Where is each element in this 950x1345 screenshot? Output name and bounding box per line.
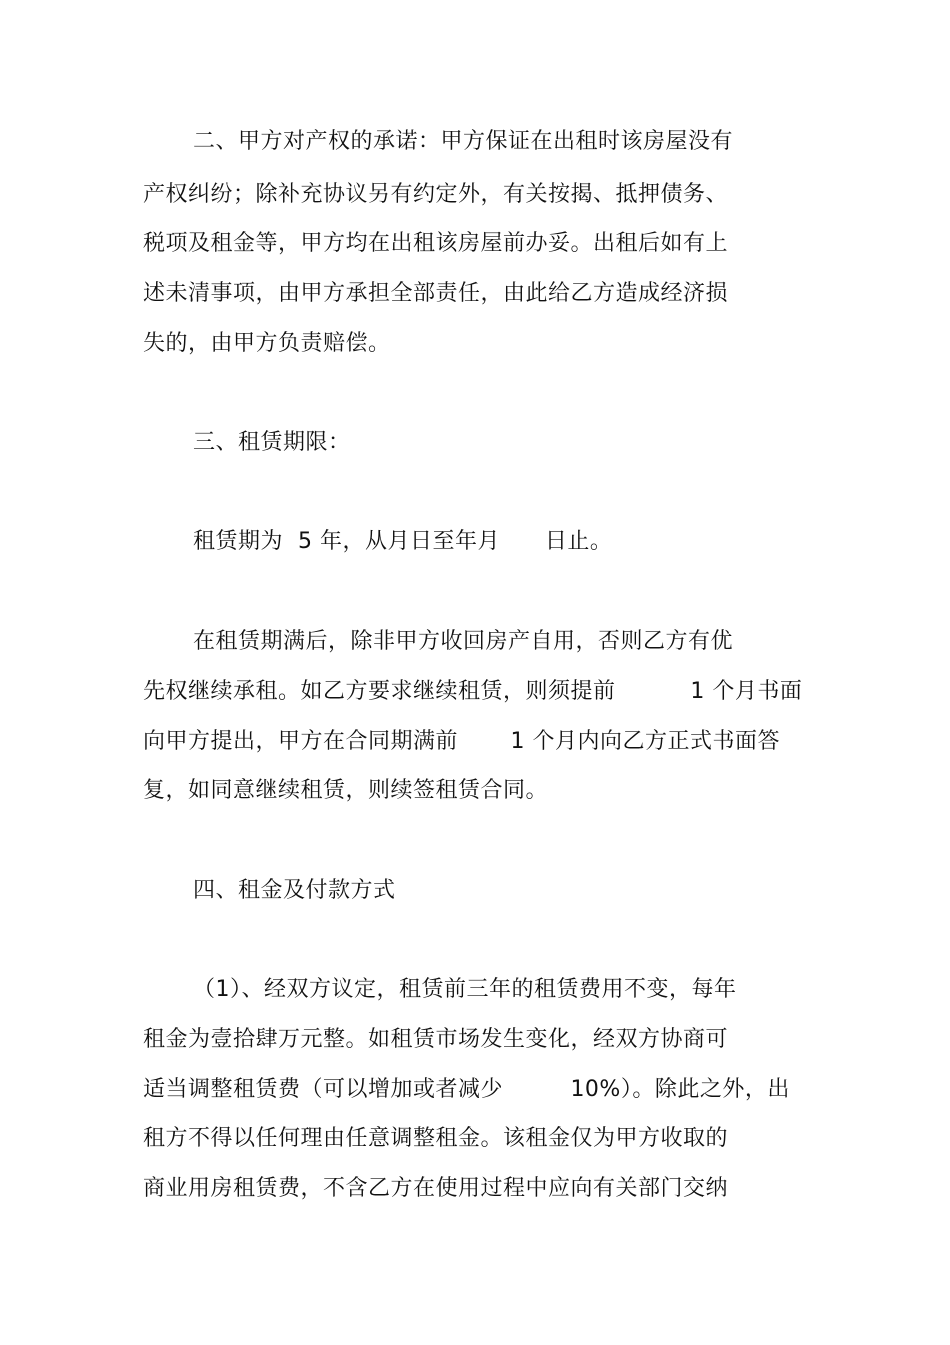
rent-line-1: （1）、经双方议定，租赁前三年的租赁费用不变，每年 (193, 977, 737, 1002)
section-4-heading: 四、租金及付款方式 (193, 878, 396, 903)
renewal-line-4: 复，如同意继续租赁，则续签租赁合同。 (143, 778, 549, 803)
renewal-line-2: 先权继续承租。如乙方要求继续租赁，则须提前 1 个月书面 (143, 679, 803, 704)
clause-2-line-1: 二、甲方对产权的承诺：甲方保证在出租时该房屋没有 (193, 129, 734, 154)
section-3-heading: 三、租赁期限： (193, 430, 351, 455)
clause-2-line-4: 述未清事项，由甲方承担全部责任，由此给乙方造成经济损 (143, 281, 729, 306)
clause-2-line-2: 产权纠纷；除补充协议另有约定外，有关按揭、抵押债务、 (143, 182, 729, 207)
rent-line-5: 商业用房租赁费，不含乙方在使用过程中应向有关部门交纳 (143, 1176, 729, 1201)
rent-line-3: 适当调整租赁费（可以增加或者减少 10%）。除此之外，出 (143, 1077, 790, 1102)
clause-2-line-3: 税项及租金等，甲方均在出租该房屋前办妥。出租后如有上 (143, 231, 729, 256)
renewal-line-1: 在租赁期满后，除非甲方收回房产自用，否则乙方有优 (193, 629, 734, 654)
clause-2-line-5: 失的，由甲方负责赔偿。 (143, 331, 391, 356)
lease-term-line: 租赁期为 5 年，从月日至年月 日止。 (193, 529, 613, 554)
renewal-line-3: 向甲方提出，甲方在合同期满前 1 个月内向乙方正式书面答 (143, 729, 780, 754)
rent-line-4: 租方不得以任何理由任意调整租金。该租金仅为甲方收取的 (143, 1126, 729, 1151)
rent-line-2: 租金为壹拾肆万元整。如租赁市场发生变化，经双方协商可 (143, 1027, 729, 1052)
